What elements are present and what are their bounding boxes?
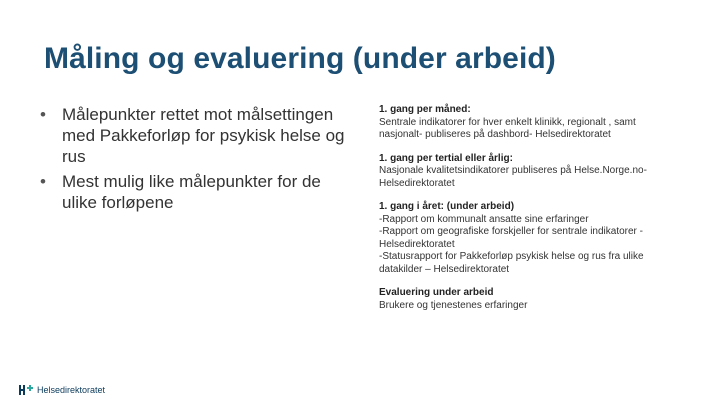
bullet-list: [40, 104, 350, 217]
helsedirektoratet-logo-icon: [18, 383, 34, 397]
block-line: -Rapport om geografiske forskjeller for sentrale indikatorer -: [379, 226, 643, 237]
measurement-schedule: [379, 104, 679, 323]
block-heading: 1. gang per tertial eller årlig:: [379, 152, 513, 164]
block-line: Brukere og tjenestenes erfaringer: [379, 299, 528, 311]
schedule-block-tertial: [379, 153, 679, 191]
block-line: -Rapport om kommunalt ansatte sine erfaringer: [379, 213, 589, 225]
block-line: Helsedirektoratet: [379, 238, 455, 250]
helsedirektoratet-logo: [18, 383, 105, 397]
logo-text: Helsedirektoratet: [37, 385, 106, 395]
schedule-block-monthly: [379, 104, 679, 142]
bullet-item: [40, 171, 350, 213]
block-line: Sentrale indikatorer for hver enkelt klinikk, regionalt , samt: [379, 116, 636, 128]
block-line: -Statusrapport for Pakkeforløp psykisk helse og rus fra ulike: [379, 251, 644, 262]
bullet-item: [40, 104, 350, 167]
block-heading: 1. gang per måned:: [379, 104, 471, 115]
schedule-block-yearly: [379, 201, 679, 276]
block-line: datakilder – Helsedirektoratet: [379, 263, 510, 275]
block-heading: 1. gang i året: (under arbeid): [379, 201, 515, 212]
bullet-text: Mest mulig like målepunkter for de ulike forløpene: [62, 172, 321, 212]
block-line: nasjonalt- publiseres på dashbord- Helsedirektoratet: [379, 129, 611, 140]
block-line: Nasjonale kvalitetsindikatorer publiseres på Helse.Norge.no-: [379, 165, 647, 176]
block-line: Helsedirektoratet: [379, 177, 455, 189]
bullet-glyph: •: [40, 172, 46, 191]
slide-title: Måling og evaluering (under arbeid): [44, 42, 556, 75]
block-heading: Evaluering under arbeid: [379, 287, 494, 298]
bullet-text: Målepunkter rettet mot målsettingen med Pakkeforløp for psykisk helse og rus: [62, 105, 345, 166]
schedule-block-evaluation: [379, 287, 679, 312]
bullet-glyph: •: [40, 105, 46, 124]
